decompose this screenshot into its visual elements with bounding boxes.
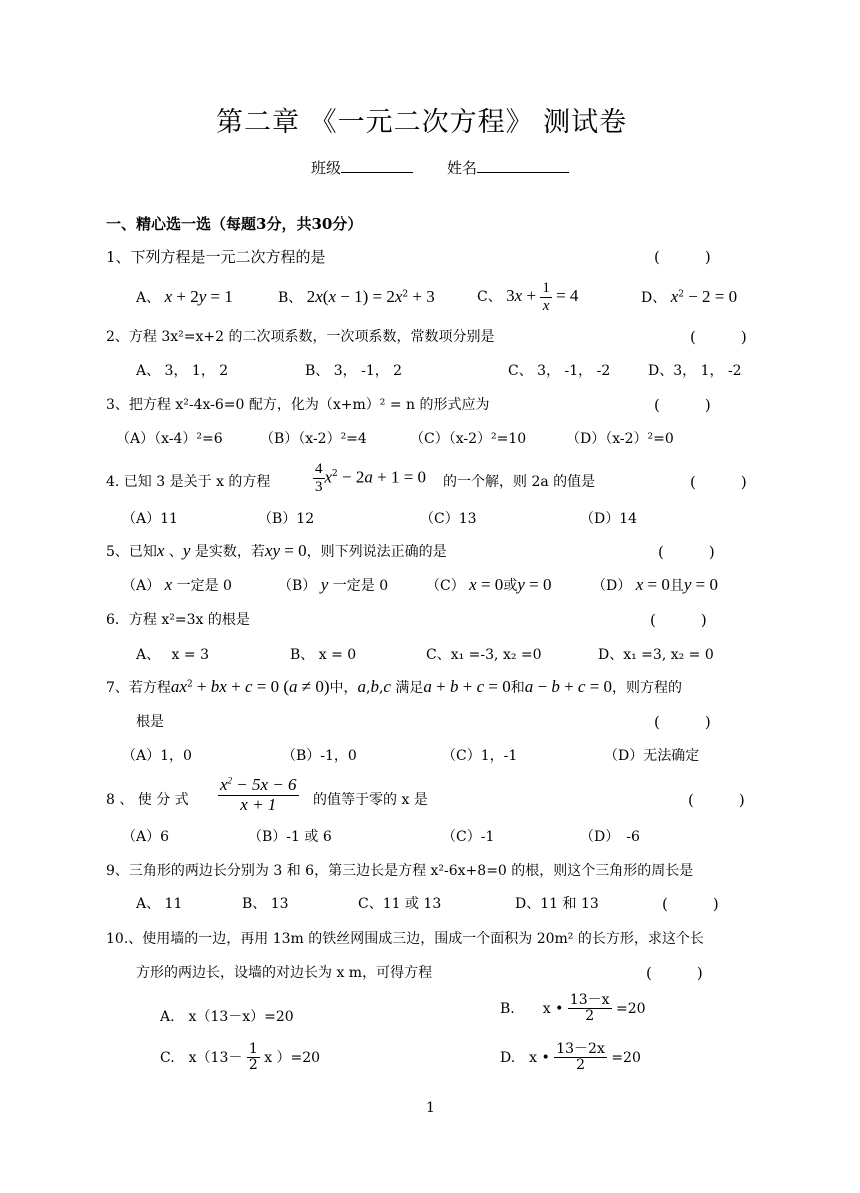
q10-stem-line2: 方形的两边长，设墙的对边长为 x m，可得方程 [136, 965, 433, 981]
q1-option-c: C、 3x + $\frac{1}{x}$ = 4 [477, 280, 579, 314]
q5-option-c: （C） x = 0或y = 0 [426, 575, 552, 594]
q8-option-b: （B）-1 或 6 [248, 829, 332, 845]
q6-option-c: C、x₁ =-3, x₂ =0 [426, 647, 542, 663]
q2-option-a: A、 3， 1， 2 [136, 363, 229, 379]
q6-option-d: D、x₁ =3, x₂ = 0 [598, 647, 714, 663]
q4-stem-b: 的一个解，则 2a 的值是 [443, 474, 596, 490]
q4-option-b: （B）12 [258, 511, 315, 527]
q2-option-b: B、 3， -1， 2 [305, 363, 403, 379]
q3-option-d: （D）（x-2）²=0 [566, 431, 674, 447]
q5-option-d: （D） x = 0且y = 0 [592, 575, 718, 594]
q7-answer-paren: ( ) [654, 713, 711, 731]
q6-stem: 6．方程 x²=3x 的根是 [106, 612, 250, 628]
q7-option-d: （D）无法确定 [604, 748, 700, 764]
q9-option-a: A、 11 [136, 896, 183, 912]
name-label: 姓名 [447, 159, 478, 177]
page-title: 第二章 《一元二次方程》 测试卷 [216, 107, 628, 138]
q4-option-a: （A）11 [122, 511, 178, 527]
q2-answer-paren: ( ) [690, 328, 747, 346]
q4-stem-a: 4. 已知 3 是关于 x 的方程 [106, 474, 271, 490]
q9-answer-paren: ( ) [662, 895, 719, 913]
q9-option-b: B、 13 [242, 896, 289, 912]
q7-option-b: （B）-1，0 [282, 748, 357, 764]
q7-stem-line2: 根是 [136, 714, 164, 730]
q5-option-a: （A） x 一定是 0 [122, 575, 232, 594]
q3-option-c: （C）（x-2）²=10 [410, 431, 527, 447]
q1-answer-paren: ( ) [654, 248, 711, 266]
q1-stem: 1、下列方程是一元二次方程的是 [106, 248, 326, 266]
q4-option-c: （C）13 [420, 511, 477, 527]
q1-option-b: B、 $2x(x - 1) = 2x^2 + 3$ [278, 287, 435, 306]
q10-option-c: C. x（13－ $\frac{1}{2}$ x ）=20 [160, 1041, 321, 1074]
q9-option-d: D、11 和 13 [515, 896, 599, 912]
q10-stem-line1: 10.、使用墙的一边，再用 13m 的铁丝网围成三边，围成一个面积为 20m² 的长方形，求这个长 [106, 931, 704, 947]
class-blank[interactable] [341, 158, 413, 173]
q5-option-b: （B） y 一定是 0 [278, 575, 389, 594]
q6-option-a: A、 x = 3 [136, 647, 209, 663]
q8-option-c: （C）-1 [442, 829, 495, 845]
q3-option-b: （B）（x-2）²=4 [260, 431, 367, 447]
q8-answer-paren: ( ) [688, 791, 745, 809]
q7-option-a: （A）1，0 [122, 748, 192, 764]
class-field [311, 157, 413, 178]
q7-stem: 7、若方程$ax^2$ + bx + c = 0 (a ≠ 0)中，a,b,c 满足a + b + c = 0和a − b + c = 0，则方程的 [106, 677, 683, 696]
q8-stem-b: 的值等于零的 x 是 [313, 792, 428, 808]
q10-option-b: B. x • $\frac{13-x}{2}$ =20 [500, 992, 646, 1025]
page-number: 1 [426, 1100, 435, 1116]
q5-answer-paren: ( ) [658, 543, 715, 561]
q3-option-a: （A）（x-4）²=6 [116, 431, 223, 447]
q9-option-c: C、11 或 13 [358, 896, 442, 912]
name-field [447, 157, 569, 178]
q8-fraction: $\frac{x^2 - 5x - 6}{x + 1}$ [220, 775, 297, 814]
name-blank[interactable] [477, 158, 569, 173]
q4-option-d: （D）14 [580, 511, 638, 527]
q10-option-d: D. x • $\frac{13-2x}{2}$ =20 [500, 1041, 641, 1074]
q5-stem: 5、已知x 、y 是实数，若xy = 0，则下列说法正确的是 [106, 541, 447, 560]
q1-option-d: D、 $x^2 - 2 = 0$ [641, 287, 738, 306]
q2-option-c: C、 3， -1， -2 [508, 363, 611, 379]
q1-option-a: A、 x + 2y = 1 [136, 287, 233, 306]
q9-stem: 9、三角形的两边长分别为 3 和 6，第三边长是方程 x²-6x+8=0 的根，则这个三角形的周长是 [106, 863, 694, 879]
q4-answer-paren: ( ) [690, 473, 747, 491]
q8-option-d: （D） -6 [580, 829, 640, 845]
q3-stem: 3、把方程 x²-4x-6=0 配方，化为（x+m）² = n 的形式应为 [106, 397, 490, 413]
class-label: 班级 [311, 159, 342, 177]
q4-equation: $\frac{4}{3}$ $x^2 - 2a + 1 = 0$ [315, 461, 427, 495]
q6-option-b: B、 x = 0 [290, 647, 357, 663]
q6-answer-paren: ( ) [650, 611, 707, 629]
section-heading: 一、精心选一选（每题3分，共30分） [106, 215, 363, 233]
q10-answer-paren: ( ) [646, 964, 703, 982]
q7-option-c: （C）1，-1 [442, 748, 518, 764]
q8-option-a: （A）6 [122, 829, 170, 845]
q3-answer-paren: ( ) [654, 396, 711, 414]
q8-stem-a: 8 、 使 分 式 [106, 792, 189, 808]
q2-option-d: D、3， 1， -2 [648, 363, 742, 379]
q10-option-a: A. x（13－x）=20 [160, 1009, 294, 1025]
q2-stem: 2、方程 3x²=x+2 的二次项系数，一次项系数，常数项分别是 [106, 329, 495, 345]
